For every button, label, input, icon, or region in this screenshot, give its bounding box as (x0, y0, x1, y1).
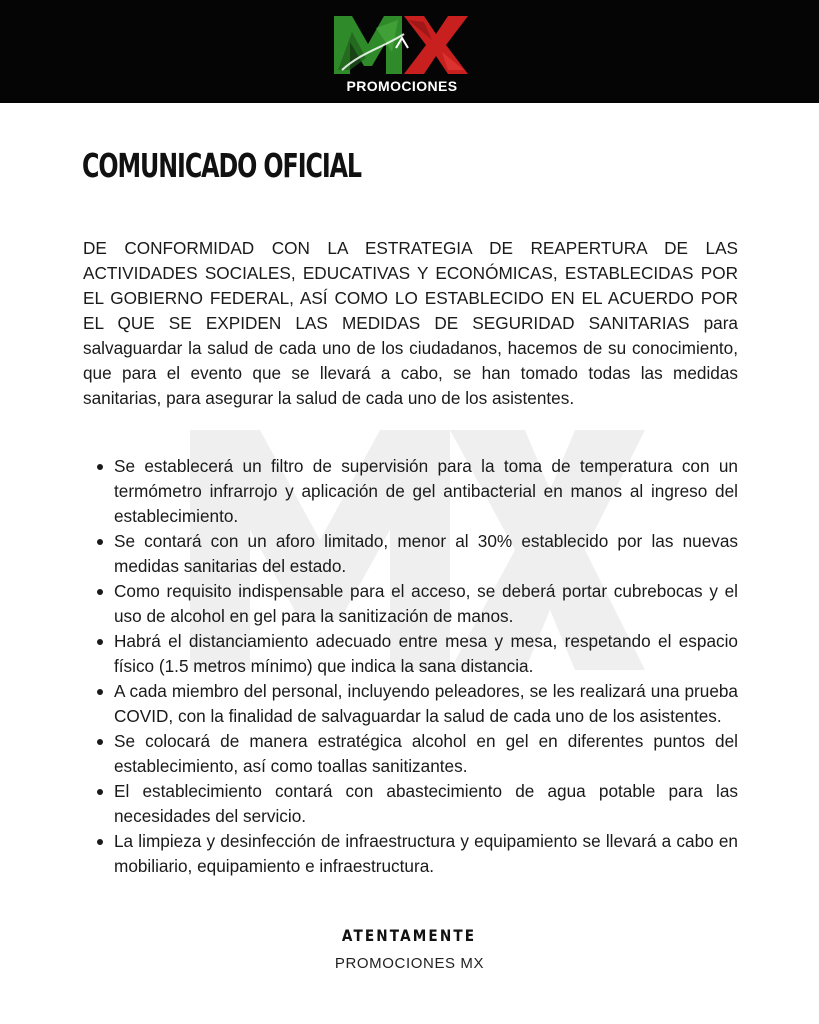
bullet-icon (97, 739, 103, 745)
bullet-icon (97, 589, 103, 595)
list-item: Se establecerá un filtro de supervisión para la toma de temperatura con un termómetro infrarrojo y aplicación de gel antibacterial en manos al ingreso del establecimiento. (83, 454, 738, 529)
bullet-icon (97, 789, 103, 795)
intro-paragraph: DE CONFORMIDAD CON LA ESTRATEGIA DE REAPERTURA DE LAS ACTIVIDADES SOCIALES, EDUCATIVAS Y ECONÓMICAS, ESTABLECIDAS POR EL GOBIERNO FEDERAL, ASÍ COMO LO ESTABLECIDO EN EL ACUERDO POR EL QUE SE EXPIDEN LAS MEDIDAS DE SEGURIDAD SANITARIAS para salvaguardar la salud de cada uno de los ciudadanos, hacemos de su conocimiento, que para el evento que se llevará a cabo, se han tomado todas las medidas sanitarias, para asegurar la salud de cada uno de los asistentes. (83, 238, 738, 408)
bullet-icon (97, 464, 103, 470)
logo-subtitle: PROMOCIONES (346, 78, 458, 94)
header-bar (0, 0, 819, 103)
list-item: La limpieza y desinfección de infraestructura y equipamiento se llevará a cabo en mobiliario, equipamiento e infraestructura. (83, 829, 738, 879)
list-item: A cada miembro del personal, incluyendo peleadores, se les realizará una prueba COVID, con la finalidad de salvaguardar la salud de cada uno de los asistentes. (83, 679, 738, 729)
measures-list (83, 454, 738, 879)
bullet-icon (97, 539, 103, 545)
list-item: Se contará con un aforo limitado, menor al 30% establecido por las nuevas medidas sanitarias del estado. (83, 529, 738, 579)
list-item: Se colocará de manera estratégica alcohol en gel en diferentes puntos del establecimiento, así como toallas sanitizantes. (83, 729, 738, 779)
list-item: Habrá el distanciamiento adecuado entre mesa y mesa, respetando el espacio físico (1.5 metros mínimo) que indica la sana distancia. (83, 629, 738, 679)
mx-logo-mark (332, 12, 472, 82)
list-item: El establecimiento contará con abastecimiento de agua potable para las necesidades del servicio. (83, 779, 738, 829)
bullet-icon (97, 839, 103, 845)
company-name: PROMOCIONES MX (334, 955, 485, 972)
signoff: ATENTAMENTE (342, 926, 477, 945)
mx-promociones-logo (332, 12, 472, 96)
list-item: Como requisito indispensable para el acceso, se deberá portar cubrebocas y el uso de alcohol en gel para la sanitización de manos. (83, 579, 738, 629)
bullet-icon (97, 689, 103, 695)
page-title: COMUNICADO OFICIAL (82, 146, 361, 185)
bullet-icon (97, 639, 103, 645)
